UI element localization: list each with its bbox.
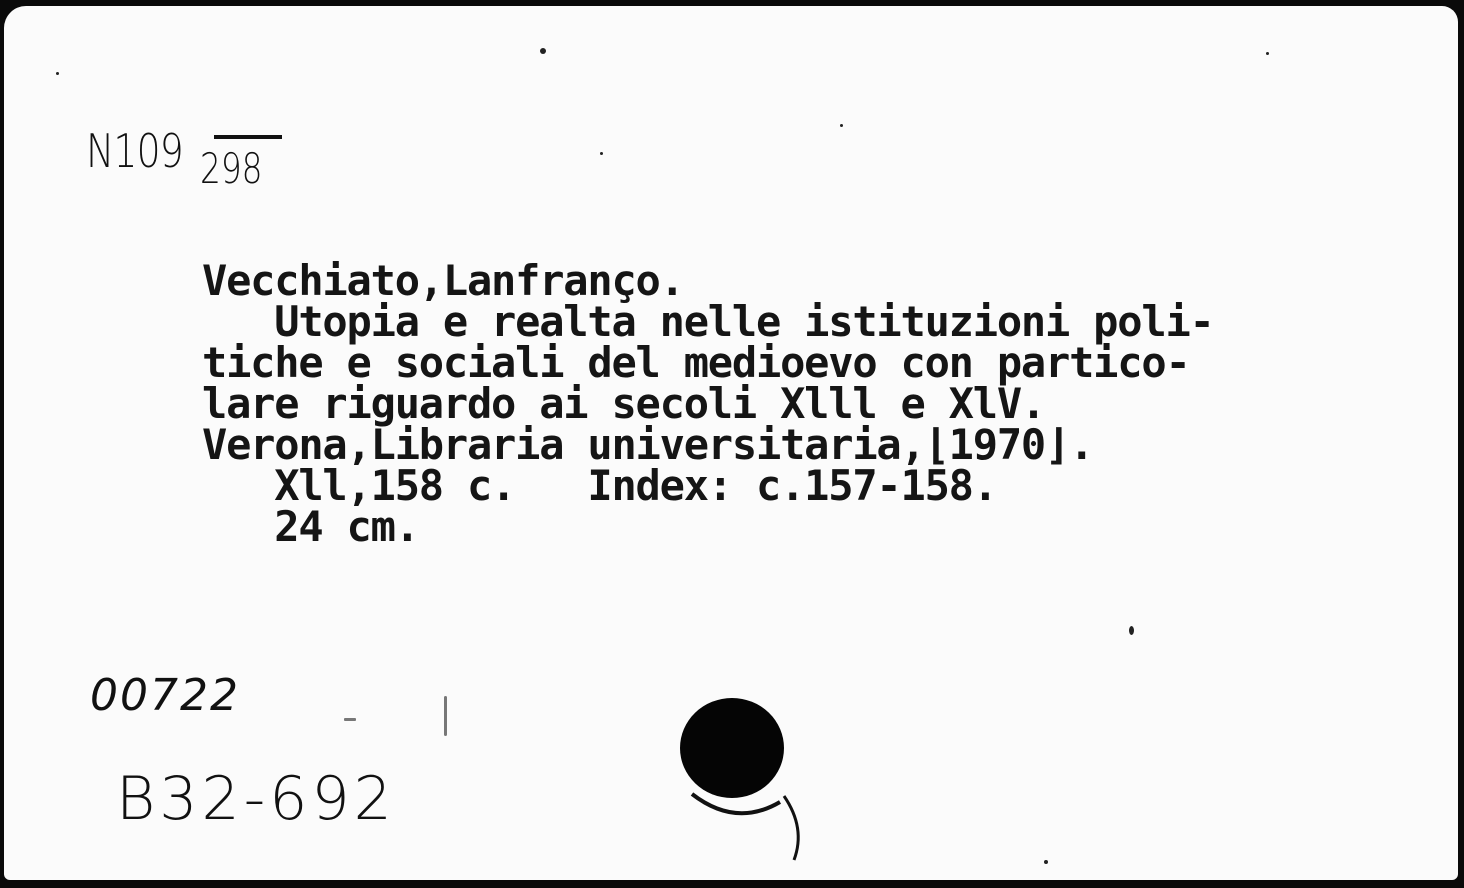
speck — [1266, 52, 1269, 55]
entry-author: Vecchiato,Lanfranço. — [202, 256, 684, 305]
entry-collation: Xll,158 c. Index: c.157-158. — [202, 461, 997, 510]
speck — [840, 124, 843, 127]
shelf-number: B32-692 — [116, 764, 396, 834]
accession-number: 00722 — [90, 670, 240, 721]
speck — [1129, 626, 1134, 635]
bibliographic-entry — [202, 256, 1214, 551]
catalog-card — [4, 6, 1458, 880]
entry-imprint: Verona,Libraria universitaria,⌊1970⌋. — [202, 420, 1094, 469]
entry-title-line-2: tiche e sociali del medioevo con partico- — [202, 338, 1190, 387]
speck — [56, 72, 59, 75]
call-number-main: N109 — [86, 124, 183, 178]
speck — [444, 696, 447, 736]
call-number-sub: 298 — [200, 144, 263, 193]
punch-hole-shadow — [676, 736, 816, 876]
speck — [540, 48, 546, 54]
speck — [344, 718, 356, 721]
entry-size: 24 cm. — [202, 502, 419, 551]
speck — [1044, 860, 1048, 864]
call-number-overline — [214, 135, 282, 139]
speck — [600, 152, 603, 155]
entry-title-line-1: Utopia e realta nelle istituzioni poli- — [202, 297, 1214, 346]
entry-title-line-3: lare riguardo ai secoli Xlll e XlV. — [202, 379, 1046, 428]
